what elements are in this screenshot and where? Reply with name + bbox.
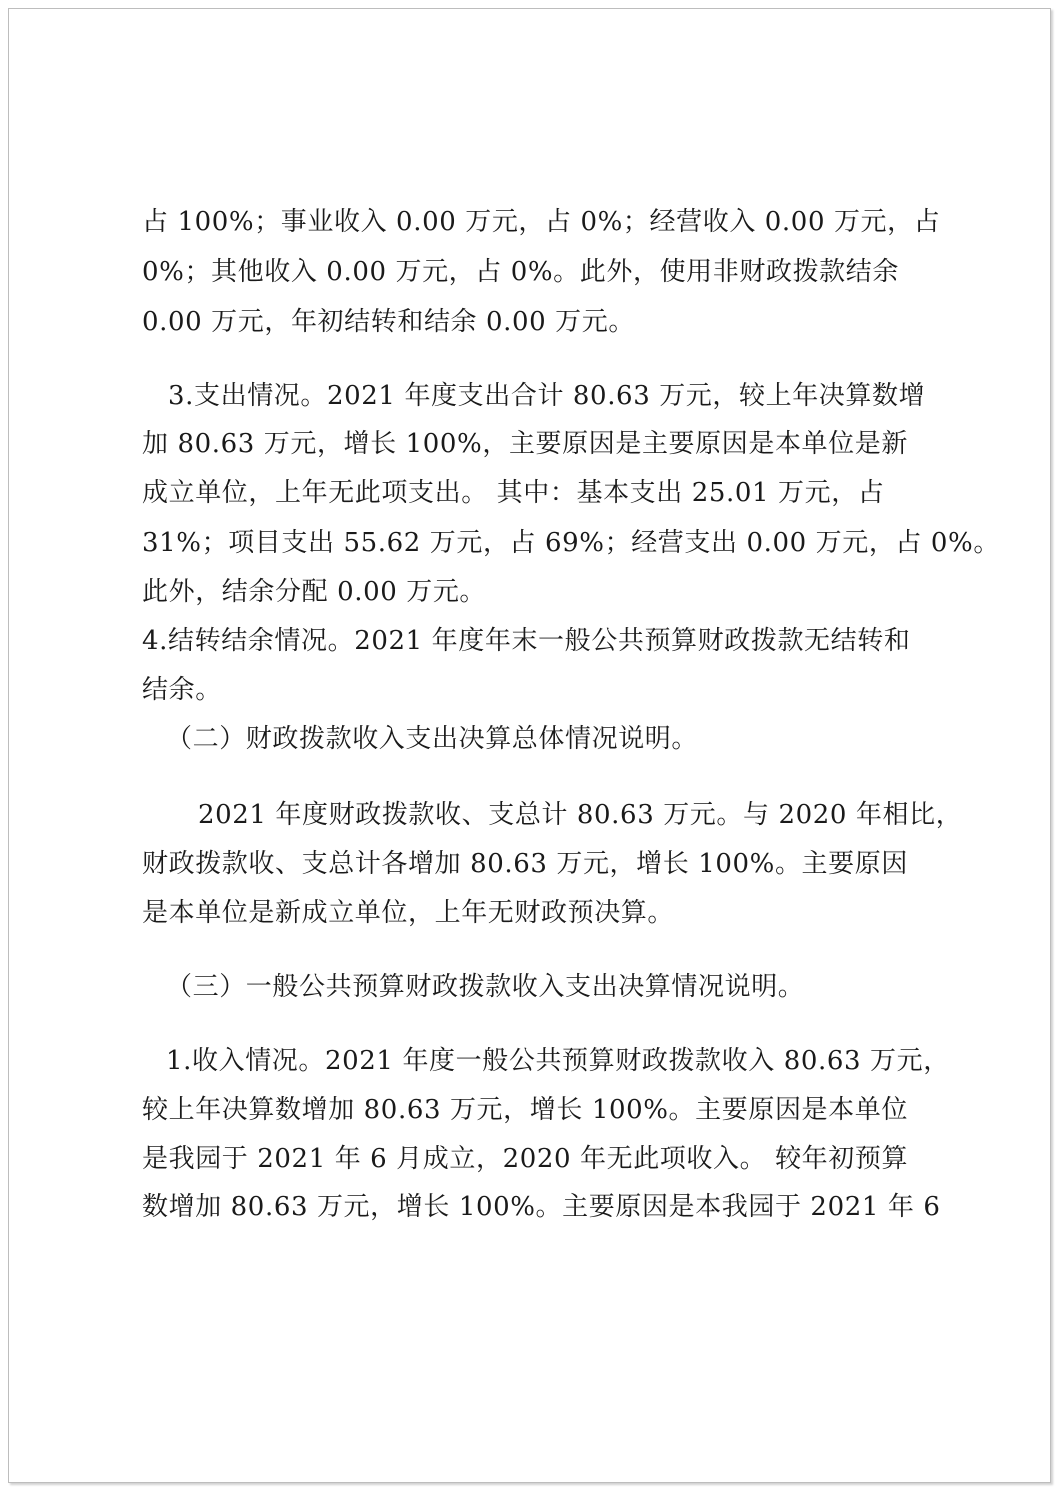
paragraph-line-expenditure-5: 此外，结余分配 0.00 万元。 <box>142 577 487 607</box>
paragraph-line-carryover-2: 结余。 <box>142 675 222 705</box>
paragraph-line-fiscal-total-2: 财政拨款收、支总计各增加 80.63 万元，增长 100%。主要原因 <box>142 849 908 879</box>
paragraph-line-fiscal-total: 2021 年度财政拨款收、支总计 80.63 万元。与 2020 年相比， <box>198 800 963 830</box>
paragraph-line-income-share: 占 100%；事业收入 0.00 万元，占 0%；经营收入 0.00 万元，占 <box>142 207 941 237</box>
section-heading-carryover: 4.结转结余情况。2021 年度年末一般公共预算财政拨款无结转和 <box>142 626 911 656</box>
paragraph-line-fiscal-total-3: 是本单位是新成立单位，上年无财政预决算。 <box>142 898 675 928</box>
section-heading-two: （二）财政拨款收入支出决算总体情况说明。 <box>166 724 699 754</box>
paragraph-line-expenditure-4: 31%；项目支出 55.62 万元，占 69%；经营支出 0.00 万元，占 0%。 <box>142 528 1000 558</box>
paragraph-line-income-3: 是我园于 2021 年 6 月成立，2020 年无此项收入。 较年初预算 <box>142 1144 909 1174</box>
paragraph-line-carryover: 0.00 万元，年初结转和结余 0.00 万元。 <box>142 307 635 337</box>
paragraph-line-expenditure-2: 加 80.63 万元，增长 100%，主要原因是主要原因是本单位是新 <box>142 429 908 459</box>
paragraph-line-income-4: 数增加 80.63 万元，增长 100%。主要原因是本我园于 2021 年 6 <box>142 1192 941 1222</box>
section-heading-expenditure: 3.支出情况。2021 年度支出合计 80.63 万元，较上年决算数增 <box>168 381 926 411</box>
section-heading-three: （三）一般公共预算财政拨款收入支出决算情况说明。 <box>166 972 805 1002</box>
paragraph-line-income-2: 较上年决算数增加 80.63 万元，增长 100%。主要原因是本单位 <box>142 1095 908 1125</box>
section-heading-income: 1.收入情况。2021 年度一般公共预算财政拨款收入 80.63 万元， <box>166 1046 950 1076</box>
paragraph-line-expenditure-3: 成立单位，上年无此项支出。 其中：基本支出 25.01 万元，占 <box>142 478 885 508</box>
paragraph-line-other-income: 0%；其他收入 0.00 万元，占 0%。此外，使用非财政拨款结余 <box>142 257 899 287</box>
